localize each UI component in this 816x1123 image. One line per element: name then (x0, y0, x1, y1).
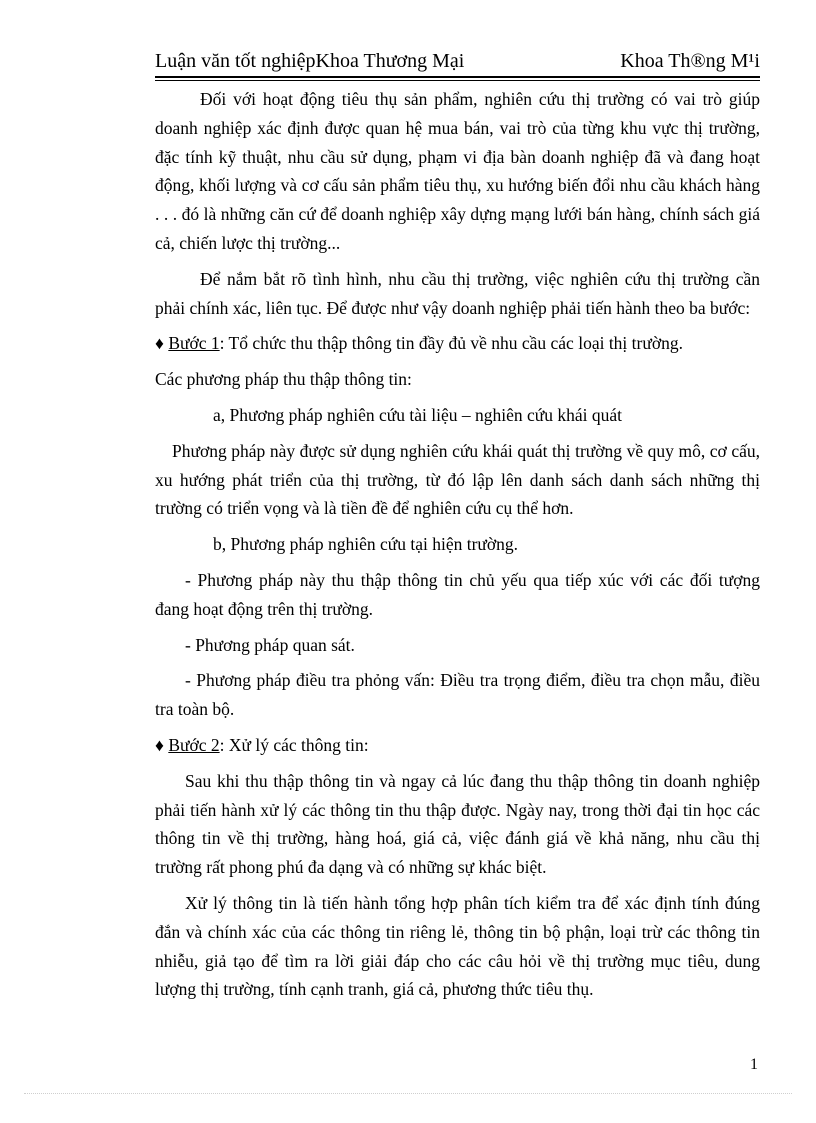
method-a-heading: a, Phương pháp nghiên cứu tài liệu – nghiên cứu khái quát (213, 404, 623, 425)
header-title-left: Luận văn tốt nghiệpKhoa Thương Mại (155, 50, 465, 72)
step-2-heading (155, 731, 760, 760)
header-rule-thin (155, 80, 760, 81)
paragraph-step-2-a: Sau khi thu thập thông tin và ngay cả lúc đang thu thập thông tin doanh nghiệp phải tiến hành xử lý các thông tin thu thập được. Ngày nay, trong thời đại tin học các thông tin về thị trường, hàng hoá, giá cả, việc đánh giá về khả năng, nhu cầu thị trường rất phong phú đa dạng và có những sự khác biệt. (155, 770, 760, 878)
paragraph-intro: Đối với hoạt động tiêu thụ sản phẩm, nghiên cứu thị trường có vai trò giúp doanh nghiệp xác định được quan hệ mua bán, vai trò của từng khu vực thị trường, đặc tính kỹ thuật, nhu cầu sử dụng, phạm vi địa bàn doanh nghiệp đã và đang hoạt động, khối lượng và cơ cấu sản phẩm tiêu thụ, xu hướng biến đổi nhu cầu khách hàng . . . đó là những căn cứ để doanh nghiệp xây dựng mạng lưới bán hàng, chính sách giá cả, chiến lược thị trường... (155, 89, 760, 253)
paragraph-step-2-b: Xử lý thông tin là tiến hành tổng hợp phân tích kiểm tra để xác định tính đúng đắn và chính xác của các thông tin riêng lẻ, thông tin bộ phận, loại trừ các thông tin nhiễu, giả tạo để tìm ra lời giải đáp cho các câu hỏi về thị trường mục tiêu, dung lượng thị trường, tính cạnh tranh, giá cả, phương thức tiêu thụ. (155, 892, 760, 1000)
step-1-text: : Tổ chức thu thập thông tin đầy đủ về nhu cầu các loại thị trường. (219, 333, 683, 354)
method-b-item-1: - Phương pháp này thu thập thông tin chủ yếu qua tiếp xúc với các đối tượng đang hoạt động trên thị trường. (155, 569, 760, 619)
page-header (155, 47, 760, 75)
method-b-item-3: - Phương pháp điều tra phỏng vấn: Điều tra trọng điểm, điều tra chọn mẫu, điều tra toàn bộ. (155, 670, 760, 720)
diamond-bullet-icon: ♦ (155, 734, 169, 755)
document-body (155, 85, 760, 1011)
step-2-label: Bước 2 (168, 734, 220, 755)
method-a-description: Phương pháp này được sử dụng nghiên cứu khái quát thị trường về quy mô, cơ cấu, xu hướng phát triển của thị trường, từ đó lập lên danh sách danh sách những thị trường có triển vọng và là tiền đề để nghiên cứu cụ thể hơn. (155, 440, 760, 519)
method-b-heading: b, Phương pháp nghiên cứu tại hiện trường. (213, 534, 519, 555)
paragraph-steps-intro: Để nắm bắt rõ tình hình, nhu cầu thị trường, việc nghiên cứu thị trường cần phải chính xác, liên tục. Để được như vậy doanh nghiệp phải tiến hành theo ba bước: (155, 268, 760, 318)
step-1-label: Bước 1 (168, 333, 220, 354)
header-title-right: Khoa Th®ng M¹i (620, 50, 760, 72)
page-number: 1 (750, 1056, 758, 1073)
step-2-text: : Xử lý các thông tin: (219, 734, 369, 755)
step-1-heading (155, 329, 760, 358)
method-b-item-2: - Phương pháp quan sát. (185, 634, 355, 655)
page-bottom-dotted-line (24, 1093, 792, 1094)
methods-intro: Các phương pháp thu thập thông tin: (155, 369, 412, 390)
diamond-bullet-icon: ♦ (155, 333, 169, 354)
header-rule-thick (155, 76, 760, 78)
